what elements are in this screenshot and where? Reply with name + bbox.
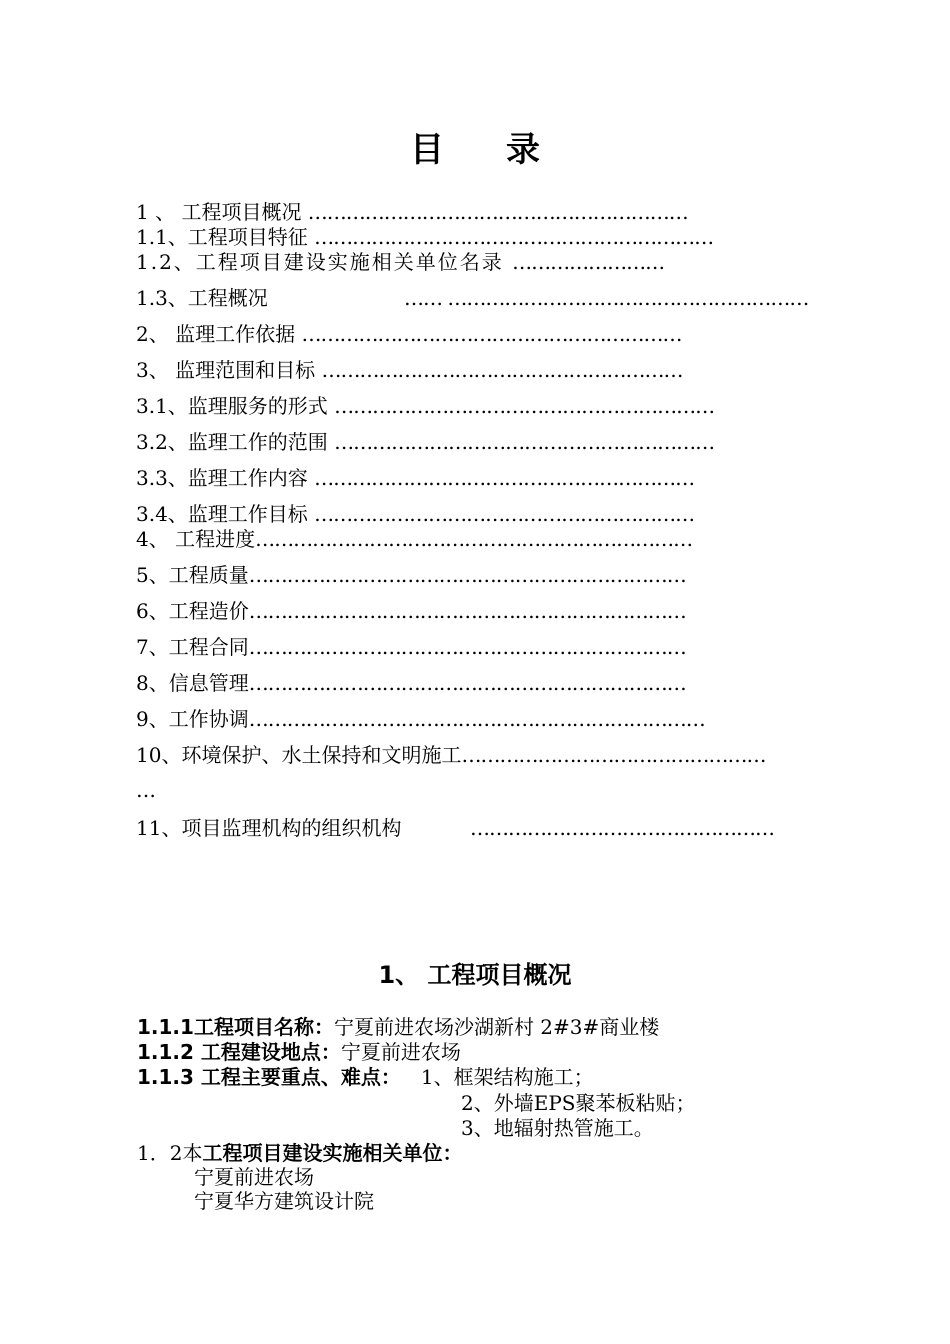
- toc-entry-label: 4、 工程进度: [136, 527, 256, 551]
- toc-entry[interactable]: [136, 429, 714, 455]
- toc-entry-label: 3.3、监理工作内容: [136, 466, 315, 490]
- toc-entry-label: 6、工程造价: [136, 599, 249, 623]
- toc-entry[interactable]: [136, 815, 774, 841]
- toc-leader: ……………………………………………………: [307, 200, 688, 224]
- project-name-value: 宁夏前进农场沙湖新村 2#3#商业楼: [333, 1015, 660, 1039]
- toc-leader: …… …………………………………………………: [404, 286, 809, 310]
- toc-title: 目录: [410, 130, 602, 170]
- toc-entry[interactable]: [136, 562, 686, 588]
- section-heading: 1、 工程项目概况: [378, 961, 572, 989]
- project-site-line: [137, 1039, 461, 1065]
- toc-entry-label: 10、环境保护、水土保持和文明施工: [136, 743, 462, 767]
- toc-entry[interactable]: [136, 285, 808, 311]
- toc-entry-label: 1 、 工程项目概况: [136, 200, 308, 224]
- toc-entry-label: 11、项目监理机构的组织机构: [136, 816, 402, 840]
- related-units-label: 工程项目建设实施相关单位：: [202, 1141, 463, 1165]
- toc-leader: ……………………………………………………………: [248, 563, 686, 587]
- toc-entry-label: 5、工程质量: [136, 563, 249, 587]
- toc-entry[interactable]: [136, 706, 705, 732]
- toc-leader: …………………………………………: [461, 743, 766, 767]
- toc-leader: ……………………………………………………………: [248, 671, 686, 695]
- toc-entry[interactable]: [136, 249, 664, 275]
- toc-leader: ……………………………………………………: [334, 394, 715, 418]
- key-points-label: 1.1.3 工程主要重点、难点：: [137, 1065, 401, 1089]
- key-point: 1、框架结构施工；: [420, 1065, 594, 1089]
- toc-entry[interactable]: [136, 224, 713, 250]
- toc-leader: …: [136, 778, 155, 802]
- toc-entry-label: 3.1、监理服务的形式: [136, 394, 335, 418]
- toc-entry[interactable]: [136, 670, 686, 696]
- toc-entry-label: 2、 监理工作依据: [136, 322, 302, 346]
- toc-entry-label: 8、信息管理: [136, 671, 249, 695]
- toc-entry[interactable]: [136, 357, 682, 383]
- toc-entry[interactable]: [136, 526, 692, 552]
- toc-leader: ……………………………………………………………: [248, 635, 686, 659]
- toc-entry-label: 7、工程合同: [136, 635, 249, 659]
- toc-leader: …………………………………………………: [321, 358, 683, 382]
- toc-entry-label: 9、工作协调: [136, 707, 249, 731]
- toc-entry-label: 1.1、工程项目特征: [136, 225, 315, 249]
- project-site-label: 1.1.2 工程建设地点：: [137, 1040, 341, 1064]
- toc-leader: …………………………………………: [470, 816, 774, 840]
- related-unit: 宁夏前进农场: [194, 1165, 314, 1189]
- toc-leader: ……………………………………………………: [334, 430, 715, 454]
- toc-leader: ……………………………………………………………: [255, 527, 693, 551]
- toc-entry-continuation: [136, 777, 155, 803]
- toc-entry[interactable]: [136, 321, 681, 347]
- toc-entry[interactable]: [136, 199, 688, 225]
- toc-entry-label: 3.4、监理工作目标: [136, 502, 315, 526]
- related-units-line: [137, 1140, 462, 1166]
- project-name-line: [137, 1014, 659, 1040]
- related-units-prefix: 1．2本: [137, 1141, 203, 1165]
- toc-entry-label: 3.2、监理工作的范围: [136, 430, 335, 454]
- toc-entry[interactable]: [136, 634, 686, 660]
- related-unit: 宁夏华方建筑设计院: [194, 1189, 374, 1213]
- toc-leader: ………………………………………………………: [314, 225, 714, 249]
- toc-entry[interactable]: [136, 598, 686, 624]
- toc-entry-label: 3、 监理范围和目标: [136, 358, 322, 382]
- toc-leader: ……………………………………………………: [314, 502, 695, 526]
- toc-entry-label: 1.3、工程概况: [136, 286, 268, 310]
- project-name-label: 1.1.1工程项目名称：: [137, 1015, 334, 1039]
- key-point: 3、地辐射热管施工。: [461, 1116, 654, 1140]
- key-points-line: [137, 1064, 594, 1090]
- toc-entry-label: 1.2、工程项目建设实施相关单位名录: [136, 250, 513, 274]
- toc-leader: ……………………………………………………: [301, 322, 682, 346]
- toc-entry[interactable]: [136, 742, 765, 768]
- toc-leader: ……………………………………………………: [314, 466, 695, 490]
- toc-leader: ……………………………………………………………: [248, 599, 686, 623]
- toc-leader: ……………………: [512, 250, 665, 274]
- toc-leader: ………………………………………………………………: [248, 707, 705, 731]
- toc-entry[interactable]: [136, 465, 694, 491]
- toc-entry[interactable]: [136, 501, 694, 527]
- project-site-value: 宁夏前进农场: [340, 1040, 461, 1064]
- toc-entry[interactable]: [136, 393, 714, 419]
- key-point: 2、外墙EPS聚苯板粘贴；: [461, 1091, 696, 1115]
